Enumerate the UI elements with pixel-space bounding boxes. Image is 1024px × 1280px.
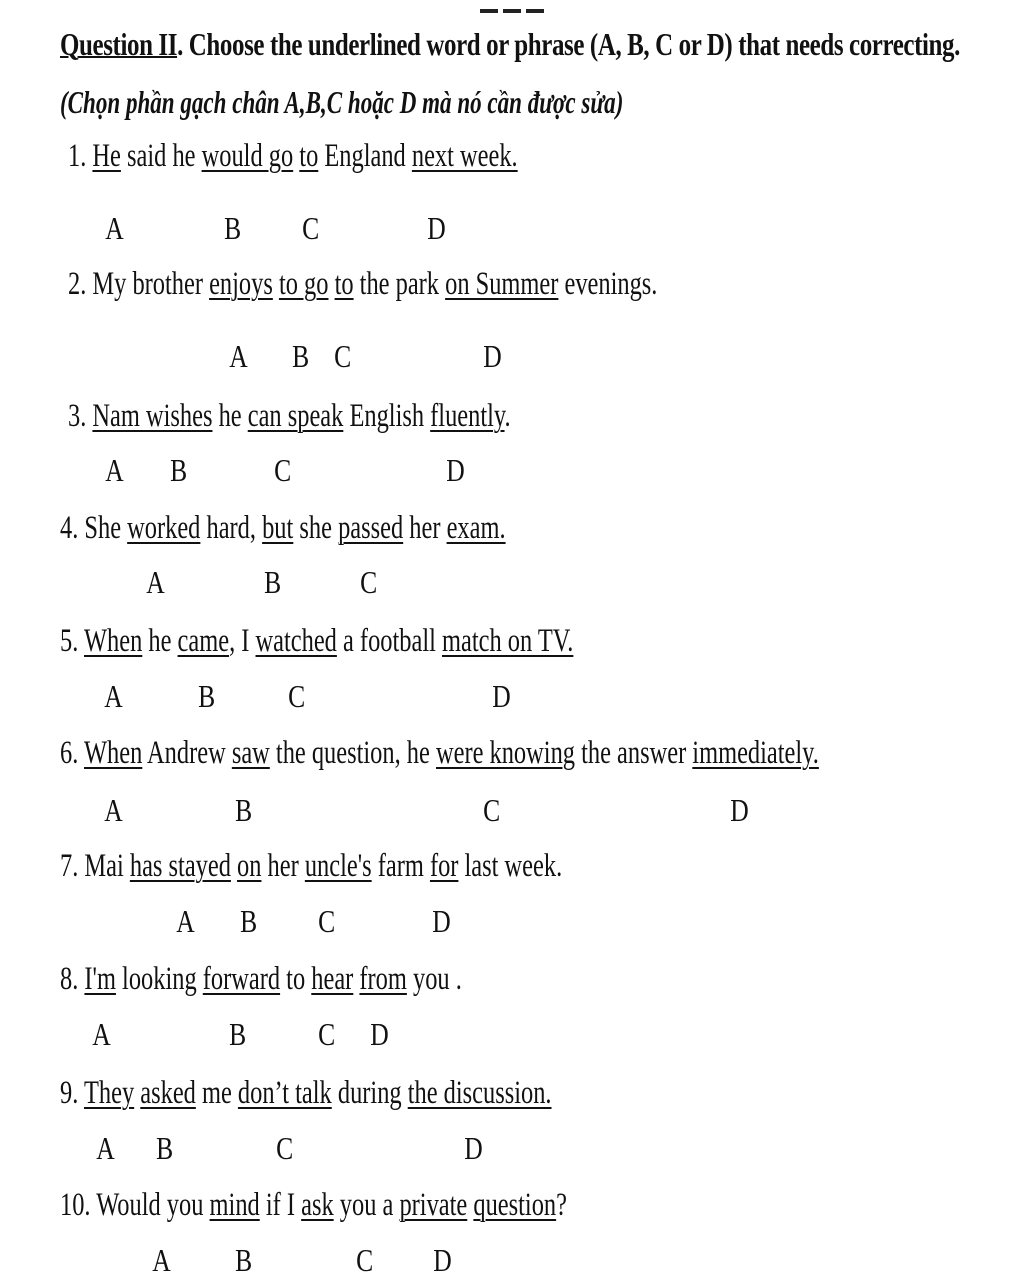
- question-6-option-a: A: [104, 792, 123, 828]
- sentence-text: the park: [353, 266, 446, 302]
- question-1-option-c: C: [302, 210, 320, 246]
- sentence-text: a football: [336, 623, 443, 659]
- underlined-option[interactable]: on Summer: [445, 266, 559, 302]
- sentence-text: 7. Mai: [60, 848, 130, 884]
- sentence-text: 1.: [68, 138, 93, 174]
- sentence-text: English: [343, 398, 431, 434]
- underlined-option[interactable]: hear: [311, 961, 354, 997]
- sentence-text: me: [195, 1075, 238, 1111]
- question-6-option-b: B: [235, 792, 253, 828]
- sentence-text: , I: [229, 623, 256, 659]
- sentence-text: England: [318, 138, 412, 174]
- underlined-option[interactable]: the discussion.: [407, 1075, 552, 1111]
- underlined-option[interactable]: to: [299, 138, 319, 174]
- sentence-text: the question, he: [269, 735, 436, 771]
- underlined-option[interactable]: saw: [231, 735, 270, 771]
- sentence-text: hard,: [200, 510, 263, 546]
- question-6-sentence: [60, 735, 819, 772]
- question-7-sentence: [60, 848, 562, 885]
- underlined-option[interactable]: next week.: [411, 138, 518, 174]
- question-10-option-a: A: [152, 1242, 171, 1278]
- question-4-sentence: [60, 510, 506, 547]
- underlined-option[interactable]: were knowing: [435, 735, 575, 771]
- question-2-option-d: D: [483, 338, 502, 374]
- question-10-option-d: D: [433, 1242, 452, 1278]
- question-8-option-c: C: [318, 1016, 336, 1052]
- underlined-option[interactable]: When: [83, 623, 143, 659]
- question-7-option-b: B: [240, 903, 258, 939]
- sentence-text: 8.: [60, 961, 85, 997]
- question-6-option-d: D: [730, 792, 749, 828]
- underlined-option[interactable]: immediately.: [692, 735, 819, 771]
- underlined-option[interactable]: on: [237, 848, 262, 884]
- sentence-text: 6.: [60, 735, 84, 771]
- question-9-option-a: A: [96, 1130, 115, 1166]
- heading-instruction: . Choose the underlined word or phrase (A, B, C or D) that needs correcting.: [177, 26, 960, 62]
- question-7-option-c: C: [318, 903, 336, 939]
- question-3-option-b: B: [170, 452, 188, 488]
- sentence-text: farm: [371, 848, 430, 884]
- underlined-option[interactable]: worked: [127, 510, 201, 546]
- question-10-sentence: [60, 1187, 567, 1224]
- sentence-text: he: [212, 398, 248, 434]
- underlined-option[interactable]: to go: [278, 266, 329, 302]
- question-3-sentence: [68, 398, 511, 435]
- underlined-option[interactable]: They: [83, 1075, 135, 1111]
- sentence-text: her: [261, 848, 305, 884]
- underlined-option[interactable]: passed: [338, 510, 404, 546]
- underlined-option[interactable]: mind: [209, 1187, 260, 1223]
- sentence-text: you a: [333, 1187, 400, 1223]
- underlined-option[interactable]: forward: [202, 961, 281, 997]
- question-5-option-d: D: [492, 678, 511, 714]
- underlined-option[interactable]: can speak: [247, 398, 344, 434]
- underlined-option[interactable]: for: [429, 848, 459, 884]
- underlined-option[interactable]: exam.: [446, 510, 506, 546]
- question-8-sentence: [60, 961, 462, 998]
- underlined-option[interactable]: question: [473, 1187, 557, 1223]
- sentence-text: evenings.: [558, 266, 658, 302]
- question-5-sentence: [60, 623, 573, 660]
- question-8-option-b: B: [229, 1016, 247, 1052]
- question-1-option-b: B: [224, 210, 242, 246]
- underlined-option[interactable]: private: [399, 1187, 468, 1223]
- underlined-option[interactable]: asked: [140, 1075, 196, 1111]
- question-4-option-a: A: [146, 564, 165, 600]
- underlined-option[interactable]: would go: [201, 138, 294, 174]
- question-8-option-a: A: [92, 1016, 111, 1052]
- underlined-option[interactable]: He: [92, 138, 121, 174]
- question-4-option-b: B: [264, 564, 282, 600]
- sentence-text: 5.: [60, 623, 84, 659]
- question-9-option-b: B: [156, 1130, 174, 1166]
- question-6-option-c: C: [483, 792, 501, 828]
- question-7-option-d: D: [432, 903, 451, 939]
- question-2-sentence: [68, 266, 657, 303]
- question-3-option-d: D: [446, 452, 465, 488]
- underlined-option[interactable]: match on TV.: [442, 623, 574, 659]
- question-3-option-c: C: [274, 452, 292, 488]
- question-1-sentence: [68, 138, 518, 175]
- underlined-option[interactable]: from: [359, 961, 407, 997]
- sentence-text: 9.: [60, 1075, 84, 1111]
- question-5-option-c: C: [288, 678, 306, 714]
- underlined-option[interactable]: I'm: [84, 961, 116, 997]
- sentence-text: 4. She: [60, 510, 128, 546]
- question-1-option-d: D: [427, 210, 446, 246]
- sentence-text: Andrew: [142, 735, 232, 771]
- heading-label: Question II: [60, 26, 178, 62]
- question-heading: [60, 26, 960, 63]
- underlined-option[interactable]: but: [262, 510, 294, 546]
- question-8-option-d: D: [370, 1016, 389, 1052]
- question-9-sentence: [60, 1075, 552, 1112]
- sentence-text: ?: [556, 1187, 567, 1223]
- underlined-option[interactable]: uncle's: [304, 848, 372, 884]
- sentence-text: 2. My brother: [68, 266, 210, 302]
- sentence-text: he: [142, 623, 178, 659]
- sentence-text: 3.: [68, 398, 93, 434]
- underlined-option[interactable]: don’t talk: [237, 1075, 332, 1111]
- question-5-option-a: A: [104, 678, 123, 714]
- question-5-option-b: B: [198, 678, 216, 714]
- underlined-option[interactable]: When: [83, 735, 143, 771]
- sentence-text: last week.: [458, 848, 563, 884]
- underlined-option[interactable]: has stayed: [129, 848, 231, 884]
- question-2-option-b: B: [292, 338, 310, 374]
- underlined-option[interactable]: Nam wishes: [92, 398, 213, 434]
- sentence-text: during: [331, 1075, 408, 1111]
- underlined-option[interactable]: to: [334, 266, 354, 302]
- question-2-option-a: A: [229, 338, 248, 374]
- sentence-text: .: [504, 398, 511, 434]
- underlined-option[interactable]: watched: [255, 623, 337, 659]
- top-edge-mark: [480, 0, 550, 4]
- question-4-option-c: C: [360, 564, 378, 600]
- question-10-option-b: B: [235, 1242, 253, 1278]
- underlined-option[interactable]: ask: [301, 1187, 334, 1223]
- sentence-text: if I: [259, 1187, 302, 1223]
- vietnamese-instruction: (Chọn phần gạch chân A,B,C hoặc D mà nó cần được sửa): [60, 84, 624, 120]
- question-7-option-a: A: [176, 903, 195, 939]
- underlined-option[interactable]: came: [177, 623, 230, 659]
- question-10-option-c: C: [356, 1242, 374, 1278]
- question-1-option-a: A: [105, 210, 124, 246]
- underlined-option[interactable]: fluently: [430, 398, 505, 434]
- question-9-option-c: C: [276, 1130, 294, 1166]
- sentence-text: said he: [120, 138, 202, 174]
- question-2-option-c: C: [334, 338, 352, 374]
- sentence-text: her: [403, 510, 447, 546]
- sentence-text: to: [280, 961, 312, 997]
- sentence-text: she: [293, 510, 339, 546]
- sentence-text: 10. Would you: [60, 1187, 210, 1223]
- sentence-text: the answer: [574, 735, 693, 771]
- underlined-option[interactable]: enjoys: [209, 266, 273, 302]
- sentence-text: looking: [115, 961, 203, 997]
- sentence-text: you .: [406, 961, 462, 997]
- question-3-option-a: A: [105, 452, 124, 488]
- question-9-option-d: D: [464, 1130, 483, 1166]
